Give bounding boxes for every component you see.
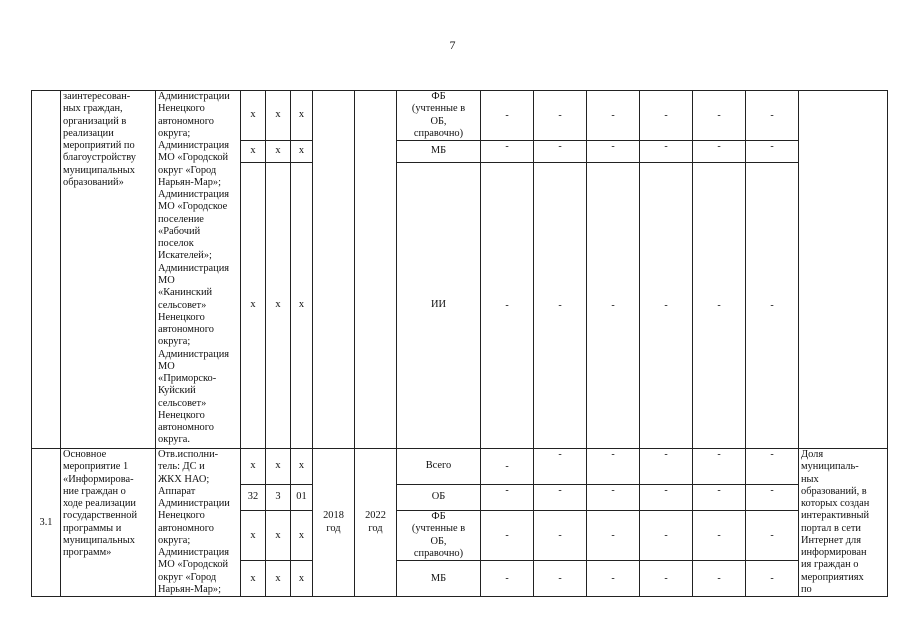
code-pr: х	[291, 141, 313, 163]
text-line: которых создан	[801, 498, 870, 510]
value-cell: -	[746, 163, 799, 449]
code-rz: 3	[266, 485, 291, 511]
text-line: ЖКХ НАО;	[158, 473, 210, 485]
value-cell: -	[534, 511, 587, 561]
text-line: Администрация	[158, 348, 230, 360]
value-cell: -	[587, 163, 640, 449]
code-grbs: х	[241, 141, 266, 163]
value-cell: -	[534, 163, 587, 449]
text-line: образований, в	[801, 485, 867, 497]
value-cell: -	[640, 485, 693, 511]
value-cell: -	[534, 91, 587, 141]
text-line: Искателей»;	[158, 250, 212, 262]
text-line: ия граждан о	[801, 559, 859, 571]
code-grbs: х	[241, 561, 266, 597]
page-number: 7	[449, 38, 456, 52]
text-line: округ «Город	[158, 164, 217, 176]
start-year	[313, 449, 355, 597]
value-cell: -	[481, 141, 534, 163]
value-cell: -	[587, 561, 640, 597]
text-line: портал в сети	[801, 522, 861, 534]
result-indicator	[801, 449, 885, 596]
funding-source	[397, 449, 481, 485]
text-line: год	[368, 522, 383, 534]
value-cell: -	[640, 449, 693, 485]
code-pr: х	[291, 91, 313, 141]
text-line: ных	[801, 473, 819, 485]
code-grbs: х	[241, 511, 266, 561]
measure-name-cell	[61, 91, 156, 449]
text-line: автономного	[158, 522, 214, 534]
text-line: информирован	[801, 547, 867, 559]
text-line: сельсовет»	[158, 397, 207, 409]
value-cell: -	[587, 511, 640, 561]
text-line: реализации	[63, 127, 114, 139]
text-line: МО «Городской	[158, 559, 229, 571]
text-line: ных граждан,	[63, 103, 123, 115]
text-line: автономного	[158, 422, 214, 434]
text-line: справочно)	[413, 127, 464, 139]
text-line: Ненецкого	[158, 510, 205, 522]
text-line: Интернет для	[801, 534, 861, 546]
program-table	[31, 90, 888, 597]
code-pr: х	[291, 561, 313, 597]
text-line: благоустройству	[63, 152, 136, 164]
text-line: «Рабочий	[158, 225, 201, 237]
value-cell: -	[693, 163, 746, 449]
funding-source	[397, 511, 481, 561]
value-cell: -	[534, 561, 587, 597]
value-cell: -	[746, 91, 799, 141]
row-number-cell	[32, 91, 61, 449]
end-year-cell	[355, 91, 397, 449]
text-line: Ненецкого	[158, 103, 205, 115]
text-line: МБ	[430, 145, 447, 157]
text-line: «Приморско-	[158, 373, 217, 385]
text-line: округа;	[158, 534, 191, 546]
value-cell: -	[481, 485, 534, 511]
text-line: МБ	[430, 572, 447, 584]
measure-name	[63, 449, 153, 559]
text-line: муниципальных	[63, 164, 135, 176]
funding-source	[397, 91, 481, 141]
text-line: округа;	[158, 336, 191, 348]
value-cell: -	[640, 91, 693, 141]
code-pr: х	[291, 449, 313, 485]
value-cell: -	[534, 449, 587, 485]
value-cell: -	[587, 141, 640, 163]
text-line: Нарьян-Мар»;	[158, 583, 221, 595]
text-line: государственной	[63, 510, 138, 522]
text-line: муниципаль-	[801, 461, 859, 473]
funding-source	[397, 163, 481, 449]
code-pr: х	[291, 163, 313, 449]
text-line: округа.	[158, 434, 190, 446]
text-line: Отв.исполни-	[158, 449, 219, 461]
value-cell: -	[746, 511, 799, 561]
code-grbs: х	[241, 449, 266, 485]
table-row	[32, 91, 888, 141]
text-line: ФБ	[431, 511, 446, 523]
value-cell: -	[746, 141, 799, 163]
text-line: «Информирова-	[63, 473, 134, 485]
text-line: ОБ	[431, 491, 446, 503]
value-cell: -	[587, 449, 640, 485]
text-line: «Канинский	[158, 287, 213, 299]
text-line: Ненецкого	[158, 409, 205, 421]
value-cell: -	[640, 511, 693, 561]
value-cell: -	[481, 449, 534, 485]
measure-name	[63, 91, 153, 189]
code-rz: х	[266, 449, 291, 485]
value-cell: -	[640, 141, 693, 163]
text-line: ФБ	[431, 91, 446, 102]
code-grbs: х	[241, 91, 266, 141]
text-line: справочно)	[413, 547, 464, 559]
text-line: ИИ	[430, 299, 446, 311]
funding-source	[397, 141, 481, 163]
text-line: Куйский	[158, 385, 196, 397]
start-year-cell	[313, 91, 355, 449]
executor-list	[158, 449, 238, 596]
funding-source	[397, 561, 481, 597]
executor-cell	[156, 449, 241, 597]
text-line: автономного	[158, 115, 214, 127]
value-cell: -	[534, 141, 587, 163]
text-line: мероприятий по	[63, 140, 135, 152]
value-cell: -	[746, 449, 799, 485]
text-line: тель: ДС и	[158, 461, 205, 473]
text-line: ние граждан о	[63, 485, 126, 497]
text-line: округа;	[158, 127, 191, 139]
executor-cell	[156, 91, 241, 449]
end-year	[355, 449, 397, 597]
table-row	[32, 449, 888, 485]
code-pr: 01	[291, 485, 313, 511]
text-line: 2018	[323, 510, 344, 522]
value-cell: -	[640, 561, 693, 597]
text-line: ОБ,	[430, 535, 447, 547]
result-indicator-cell	[799, 449, 888, 597]
code-rz: х	[266, 163, 291, 449]
value-cell: -	[693, 561, 746, 597]
value-cell: -	[587, 485, 640, 511]
code-grbs: 32	[241, 485, 266, 511]
text-line: Аппарат	[158, 485, 196, 497]
text-line: по	[801, 583, 812, 595]
text-line: Администрация	[158, 547, 230, 559]
text-line: (учтенные в	[411, 523, 466, 535]
text-line: сельсовет»	[158, 299, 207, 311]
text-line: программы и	[63, 522, 122, 534]
row-number: 3.1	[32, 449, 61, 597]
text-line: образований»	[63, 176, 124, 188]
funding-source	[397, 485, 481, 511]
code-pr: х	[291, 511, 313, 561]
text-line: интерактивный	[801, 510, 870, 522]
text-line: муниципальных	[63, 534, 135, 546]
value-cell: -	[481, 561, 534, 597]
code-rz: х	[266, 141, 291, 163]
text-line: Доля	[801, 449, 824, 461]
text-line: Администрации	[158, 498, 230, 510]
text-line: Основное	[63, 449, 107, 461]
value-cell: -	[534, 485, 587, 511]
text-line: мероприятиях	[801, 571, 864, 583]
text-line: заинтересован-	[63, 91, 131, 102]
text-line: 2022	[365, 510, 386, 522]
text-line: поселение	[158, 213, 204, 225]
value-cell: -	[693, 485, 746, 511]
value-cell: -	[640, 163, 693, 449]
value-cell: -	[693, 449, 746, 485]
value-cell: -	[693, 91, 746, 141]
value-cell: -	[746, 485, 799, 511]
text-line: Администрация	[158, 140, 230, 152]
text-line: автономного	[158, 324, 214, 336]
text-line: организаций в	[63, 115, 127, 127]
text-line: ходе реализации	[63, 498, 136, 510]
text-line: МО	[158, 360, 175, 372]
text-line: Всего	[425, 460, 452, 472]
code-rz: х	[266, 91, 291, 141]
value-cell: -	[481, 511, 534, 561]
text-line: ОБ,	[430, 115, 447, 127]
value-cell: -	[693, 141, 746, 163]
text-line: поселок	[158, 238, 194, 250]
code-rz: х	[266, 511, 291, 561]
value-cell: -	[693, 511, 746, 561]
value-cell: -	[746, 561, 799, 597]
executor-list	[158, 91, 238, 447]
value-cell: -	[587, 91, 640, 141]
text-line: МО «Городской	[158, 152, 229, 164]
value-cell: -	[481, 91, 534, 141]
text-line: МО	[158, 274, 175, 286]
text-line: МО «Городское	[158, 201, 228, 213]
text-line: год	[326, 522, 341, 534]
result-cell	[799, 91, 888, 449]
text-line: Ненецкого	[158, 311, 205, 323]
text-line: (учтенные в	[411, 103, 466, 115]
text-line: округ «Город	[158, 571, 217, 583]
value-cell: -	[481, 163, 534, 449]
text-line: Администрация	[158, 189, 230, 201]
text-line: мероприятие 1	[63, 461, 129, 473]
text-line: Администрация	[158, 262, 230, 274]
text-line: Администрации	[158, 91, 230, 102]
text-line: программ»	[63, 547, 112, 559]
measure-name-cell	[61, 449, 156, 597]
code-rz: х	[266, 561, 291, 597]
text-line: Нарьян-Мар»;	[158, 176, 221, 188]
code-grbs: х	[241, 163, 266, 449]
